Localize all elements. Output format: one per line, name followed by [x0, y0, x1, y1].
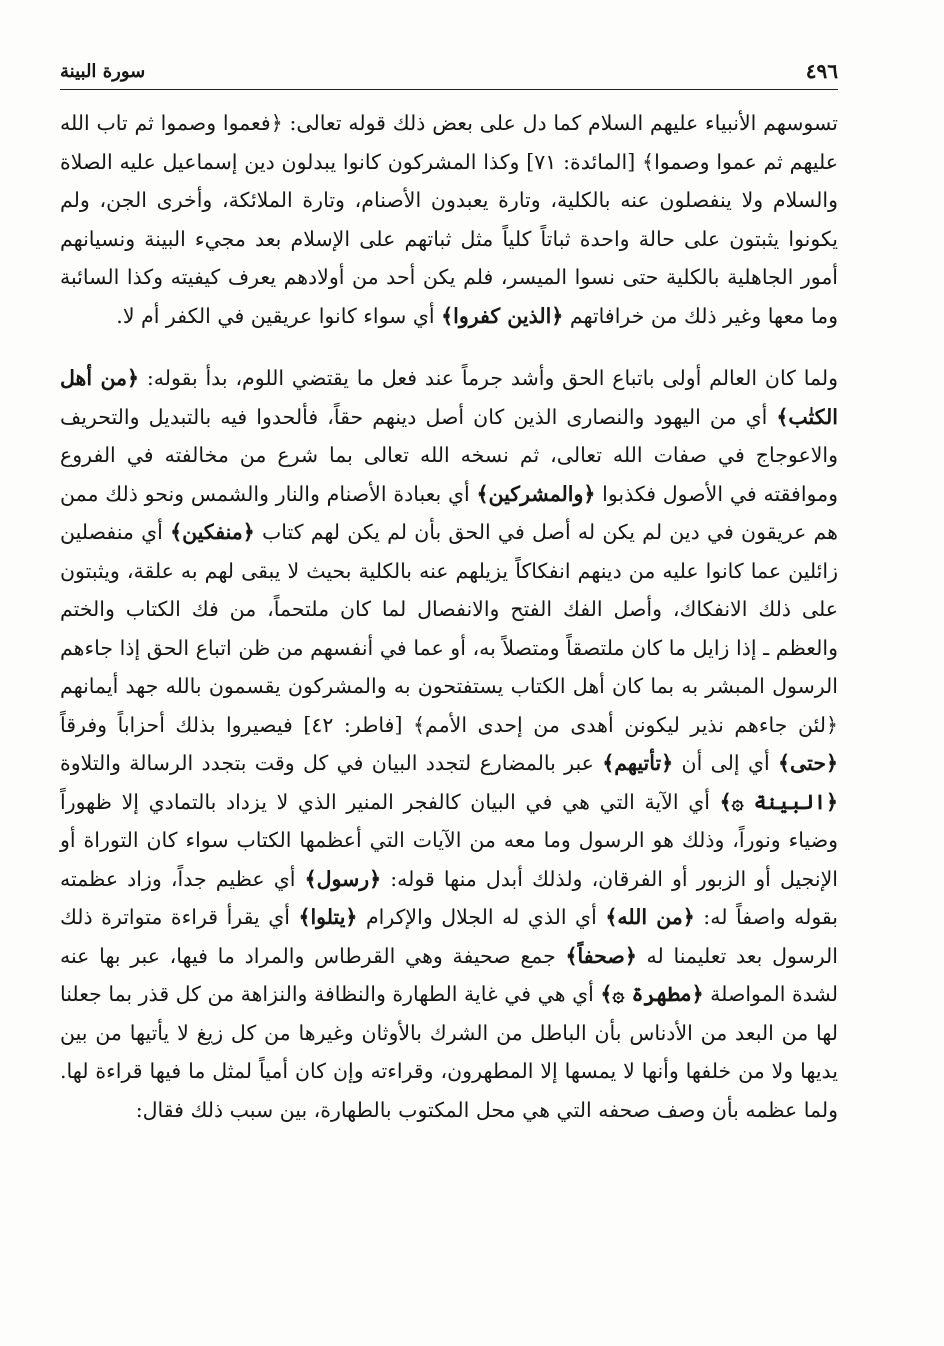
quran-quote: ﴿رسول﴾: [304, 866, 382, 891]
text-segment: عبر بالمضارع لتجدد البيان في كل وقت بتجدد الرسالة والتلاوة: [60, 751, 603, 775]
text-segment: أي منفصلين زائلين عما كانوا عليه من دينهم انفكاكاً يزيلهم عنه بالكلية بحيث لا يبقى لهم به علقة، ويثبتون على ذلك الانفكاك، وأصل الفك الفتح والانفصال لما كان ملتحماً، من فك الكتاب والختم والعظم ـ إذا زايل ما كان ملتصقاً ومتصلاً به، أو عما في أنفسهم من ظن اتباع الحق إذا جاءهم الرسول المبشر به بما كان أهل الكتاب يستفتحون به والمشركون يقسمون بالله جهد أيمانهم ﴿لئن جاءهم نذير ليكونن أهدى من إحدى الأمم﴾ [فاطر: ٤٢] فيصيروا بذلك أحزاباً وفرقاً: [60, 520, 838, 737]
quran-quote: ﴿حتى﴾: [778, 751, 838, 775]
quran-quote: ﴿صحفاً﴾: [565, 943, 637, 968]
text-segment: أي إلى أن: [673, 751, 779, 775]
book-page: [60, 55, 838, 1325]
paragraph-1: [60, 104, 838, 335]
page-number: ٤٩٦: [805, 59, 838, 83]
quran-quote: ﴿مطهرة ۞﴾: [600, 982, 704, 1006]
quran-quote: ﴿يتلوا﴾: [298, 905, 358, 929]
text-segment: أي الآية التي هي في البيان كالفجر المنير الذي لا يزداد بالتمادي إلا ظهوراً وضياء ونوراً، وذلك هو الرسول وما معه من الآيات التي أعظمها الكتاب سواء كان التوراة أو الإنجيل أو الزبور أو الفرقان، ولذلك أبدل منها قوله:: [60, 789, 838, 891]
text-segment: أي يقرأ قراءة متواترة ذلك الرسول بعد تعليمنا له: [60, 905, 838, 968]
text-segment: أي هي في غاية الطهارة والنظافة والنزاهة من كل قذر بما جعلنا لها من البعد من الأدناس بأن الباطل من الشرك بالأوثان وغيرها من كل زيغ لا يأتيها من بين يديها ولا من خلفها وأنها لا يمسها إلا المطهرون، وقراءته وإن كان أمياً لمثل ما فيها قراءة لها. ولما عظمه بأن وصف صحفه التي هي محل المكتوب بالطهارة، بين سبب ذلك فقال:: [60, 982, 838, 1122]
text-segment: أي من اليهود والنصارى الذين كان أصل دينهم حقاً، فألحدوا فيه بالتبديل والتحريف والاعوجاج في صفات الله تعالى، ثم نسخه الله تعالى بما شرع من مخالفته في الفروع وموافقته في الأصول فكذبوا: [60, 404, 838, 506]
text-segment: أي الذي له الجلال والإكرام: [357, 905, 606, 929]
text-segment: جمع صحيفة وهي القرطاس والمراد ما فيها، عبر بها عنه لشدة المواصلة: [60, 943, 838, 1006]
page-header: [60, 55, 838, 90]
text-segment: أي عظيم جداً، وزاد عظمته بقوله واصفاً له:: [60, 866, 839, 929]
text-segment: تسوسهم الأنبياء عليهم السلام كما دل على بعض ذلك قوله تعالى: ﴿فعموا وصموا ثم تاب الله عليهم ثم عموا وصموا﴾ [المائدة: ٧١] وكذا المشركون كانوا يبدلون دين إسماعيل عليه الصلاة والسلام ولا ينفصلون عنه بالكلية، وتارة يعبدون الأصنام، وتارة الملائكة، وأخرى الجن، ولم يكونوا يثبتون على حالة واحدة ثباتاً كلياً مثل ثباتهم على الإسلام بعد مجيء البينة ونسيانهم أمور الجاهلية بالكلية حتى نسوا الميسر، فلم يكن أحد من أولادهم يعرف كيفيته وكذا السائبة وما معها وغير ذلك من خرافاتهم: [60, 111, 838, 328]
running-title: سورة البينة: [60, 61, 146, 82]
quran-quote: ﴿البينة ۞﴾: [719, 789, 838, 814]
quran-quote: ﴿تأتيهم﴾: [602, 751, 674, 775]
quran-quote: ﴿من أهل الكتٰب﴾: [60, 366, 838, 429]
paragraph-2: [60, 359, 838, 1129]
quran-quote: ﴿منفكين﴾: [170, 520, 255, 544]
quran-quote: ﴿والمشركين﴾: [476, 481, 596, 506]
text-segment: ولما كان العالم أولى باتباع الحق وأشد جرماً عند فعل ما يقتضي اللوم، بدأ بقوله:: [139, 366, 838, 390]
page-body: [60, 104, 838, 1129]
text-segment: أي سواء كانوا عريقين في الكفر أم لا.: [116, 303, 442, 328]
quran-quote: ﴿من الله﴾: [605, 905, 695, 929]
quran-quote: ﴿الذين كفروا﴾: [441, 303, 564, 328]
text-segment: أي بعبادة الأصنام والنار والشمس ونحو ذلك ممن هم عريقون في دين لم يكن له أصل في الحق بأن لم يكن لهم كتاب: [60, 481, 838, 544]
